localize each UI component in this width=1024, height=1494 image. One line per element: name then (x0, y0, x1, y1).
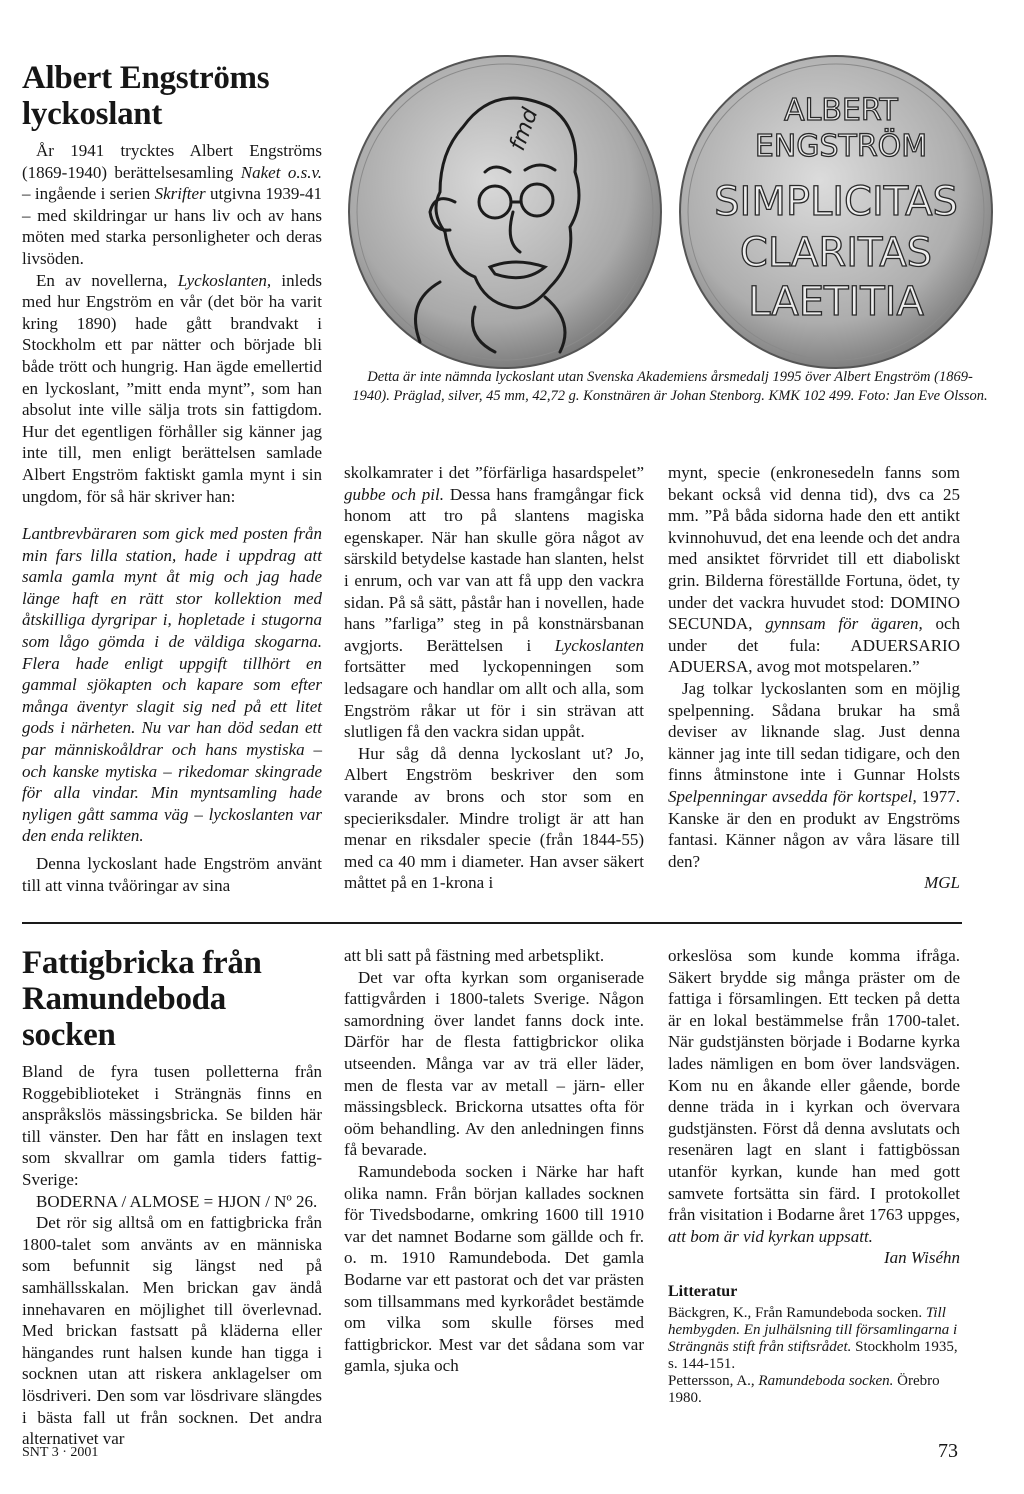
medal-caption: Detta är inte nämnda lyckoslant utan Svenska Akademiens årsmedalj 1995 över Albert Engström (1869-1940). Präglad, silver, 45 mm, 42,72 g. Konstnären är Johan Stenborg. KMK 102 499. Foto: Jan Eve Olsson. (352, 369, 988, 404)
article1-column1 (22, 60, 322, 896)
medal-obverse-inscription: fmd (505, 104, 544, 155)
article1-paragraph: Jag tolkar lyckoslanten som en möjlig spelpenning. Sådana brukar ha små deviser av liknande slag. Just denna känner jag inte till sedan tidigare, och den finns åtminstone inte i Gunnar Holsts Spelpenningar avsedda för kortspel, 1977. Kanske är den en produkt av Engströms fantasi. Känner någon av våra läsare till den? (668, 678, 961, 871)
article1-paragraph: År 1941 trycktes Albert Engströms (1869-1940) berättelsesamling Naket o.s.v. – ingående i serien Skrifter utgivna 1939-41 – med skildringar ur hans liv och av hans möten med starka personligheter och deras livsöden. (22, 141, 322, 268)
article2-paragraph: orkeslösa som kunde komma ifråga. Säkert brydde sig många präster om de fattiga i församlingen. Ett tecken på detta är en lokal bestämmelse från 1700-talet. När gudstjänsten började i Bodarne kyrka lades nämligen en bom över landsvägen. Kom nu en åkande eller gående, borde denne träda in i kyrkan och övervara gudstjänsten. Först då denna avslutats och resenären lagt en slant i fattigbössan utanför kyrkan, kunde han med gott samvete fortsätta sin färd. I protokollet från visitation i Bodarne året 1763 uppges, att bom är vid kyrkan uppsatt. (668, 946, 960, 1246)
section-divider (22, 922, 962, 924)
medal-reverse-text: ENGSTRÖM (754, 129, 928, 164)
article2-paragraph: Ramundeboda socken i Närke har haft olika namn. Från början kallades socknen för Tivedsbodarne, omkring 1600 till 1910 var det namnet Bodarne som gällde och fr. o. m. 1910 Ramundeboda. Det gamla Bodarne var ett pastorat och det var prästen som tillsammans med kyrkorådet bestämde om vilka som skulle förses med fattigbrickor. Mest var det sådana som var gamla, sjuka och (344, 1161, 644, 1376)
article1-paragraph: Hur såg då denna lyckoslant ut? Jo, Albert Engström beskriver den som varande av brons och stor som en specieriksdaler. Mindre troligt är att han menar en riksdaler specie (från 1844-55) med ca 40 mm i diameter. Han avser säkert måttet på en 1-krona i (344, 743, 644, 893)
article2-title: Fattigbricka från Ramundeboda socken (22, 945, 262, 1053)
article1-paragraph: mynt, specie (enkronesedeln fanns som bekant också vid denna tid), dvs ca 25 mm. ”På båda sidorna hade den ett antikt kvinnohuvud, det ena leende och det andra med ansiktet förvridet till ett diaboliskt grin. Bilderna föreställde Fortuna, ödet, ty under det vackra huvudet stod: DOMINO SECUNDA, gynnsam för ägaren, och under det fula: ADUERSARIO ADUERSA, avog mot motspelaren.” (668, 463, 960, 677)
article1-column3 (668, 462, 960, 894)
medal-reverse-image (676, 52, 996, 372)
literature-entry: Pettersson, A., Ramundeboda socken. Örebro 1980. (668, 1372, 940, 1406)
article2-paragraph: Det rör sig alltså om en fattigbricka från 1800-talet som använts av en människa som befunnit sig längst ned på samhällsskalan. Men brickan gav ändå innehavaren en möjlighet till överlevnad. Med brickan fastsatt på kläderna eller hängandes runt halsen kunde han tigga i socknen utan att riskera anklagelser om lösdriveri. Den som var lösdrivare slängdes i bästa fall ut från socknen. Det andra alternativet var (22, 1213, 322, 1449)
article2-paragraph: att bli satt på fästning med arbetsplikt. (344, 946, 605, 965)
article1-paragraph: Denna lyckoslant hade Engström använt till att vinna tvåöringar av sina (22, 854, 322, 895)
journal-footer: SNT 3 · 2001 (22, 1445, 99, 1460)
article2-column3 (668, 945, 960, 1407)
article1-paragraph: En av novellerna, Lyckoslanten, inleds med hur Engström en vår (det bör ha varit kring 1890) hade gått brandvakt i Stockholm ett par nätter och började bli både trött och hungrig. Han ägde emellertid en lyckoslant, ”mitt enda mynt”, som han absolut inte ville sälja trots sin fattigdom. Hur det egentligen förhåller sig känner jag inte till, men enligt berättelsen samlade Albert Engström faktiskt gamla mynt i sin ungdom, för så här skriver han: (22, 270, 322, 506)
article2-signature: Ian Wiséhn (883, 1248, 960, 1268)
page-number: 73 (938, 1440, 958, 1462)
medal-obverse-image (345, 52, 665, 372)
article1-title: Albert Engströms lyckoslant (22, 60, 270, 132)
article2-column2 (344, 945, 644, 1377)
article1-paragraph: skolkamrater i det ”förfärliga hasardspelet” gubbe och pil. Dessa hans framgångar fick honom att tro på slantens magiska egenskaper. När han skulle göra något av särskild betydelse kastade han slanten, helst i enrum, och var van att få upp den vackra sidan. På så sätt, påstår han i novellen, hade hans ”farliga” steg in på konstnärsbanan avgjorts. Berättelsen i Lyckoslanten fortsätter med lyckopenningen som ledsagare och handlar om allt och alla, som Engström råkar ut för i sin strävan att slutligen få den vackra sidan uppåt. (344, 463, 644, 742)
medal-reverse-text: CLARITAS (739, 230, 933, 276)
article1-quote: Lantbrevbäraren som gick med posten från min fars lilla station, hade i uppdrag att samla gamla mynt åt mig och jag hade länge haft en rätt stor kollektion med åtskilliga dyrgripar i, hopletade i stugorna som lågo gömda i de väldiga skogarna. Flera hade enligt uppgift tillhört en gammal sjökapten och kapare som efter många äventyr slagit sig ned på ett litet gods i närheten. Nu var han död sedan ett par människoåldrar och hans mystiska – och kanske mytiska – rikedomar skingrade för alla vindar. Min myntsamling hade nyligen gått samma väg – lyckoslanten var den enda relikten. (22, 524, 322, 846)
article1-column2 (344, 462, 644, 894)
medal-reverse-text: LAETITIA (748, 279, 924, 325)
article2-paragraph: Det var ofta kyrkan som organiserade fattigvården i 1800-talets Sverige. Någon samordning över landet fanns dock inte. Därför har de flesta fattigbrickor olika utseenden. Många var av trä eller läder, men de flesta var av metall – järn- eller mässingsbleck. Brickorna utsattes ofta för oöm behandling. Av den anledningen finns få bevarade. (344, 967, 644, 1160)
literature-heading: Litteratur (668, 1282, 738, 1300)
medal-reverse-text: ALBERT (784, 93, 898, 128)
medal-reverse-text: SIMPLICITAS (714, 179, 958, 225)
article1-signature: MGL (924, 873, 960, 893)
article2-column1 (22, 945, 322, 1450)
literature-entry: Bäckgren, K., Från Ramundeboda socken. Till hembygden. En julhälsning till församlingarna i Strängnäs stift från stiftsrådet. Stockholm 1935, s. 144-151. (668, 1304, 958, 1372)
article2-paragraph: Bland de fyra tusen polletterna från Roggebiblioteket i Strängnäs finns en anspråkslös mässingsbricka. Se bilden här till vänster. Den har fått en inslagen text som skvallrar om gamla tiders fattig-Sverige: (22, 1062, 322, 1189)
article2-inscription: BODERNA / ALMOSE = HJON / Nº 26. (36, 1191, 318, 1211)
